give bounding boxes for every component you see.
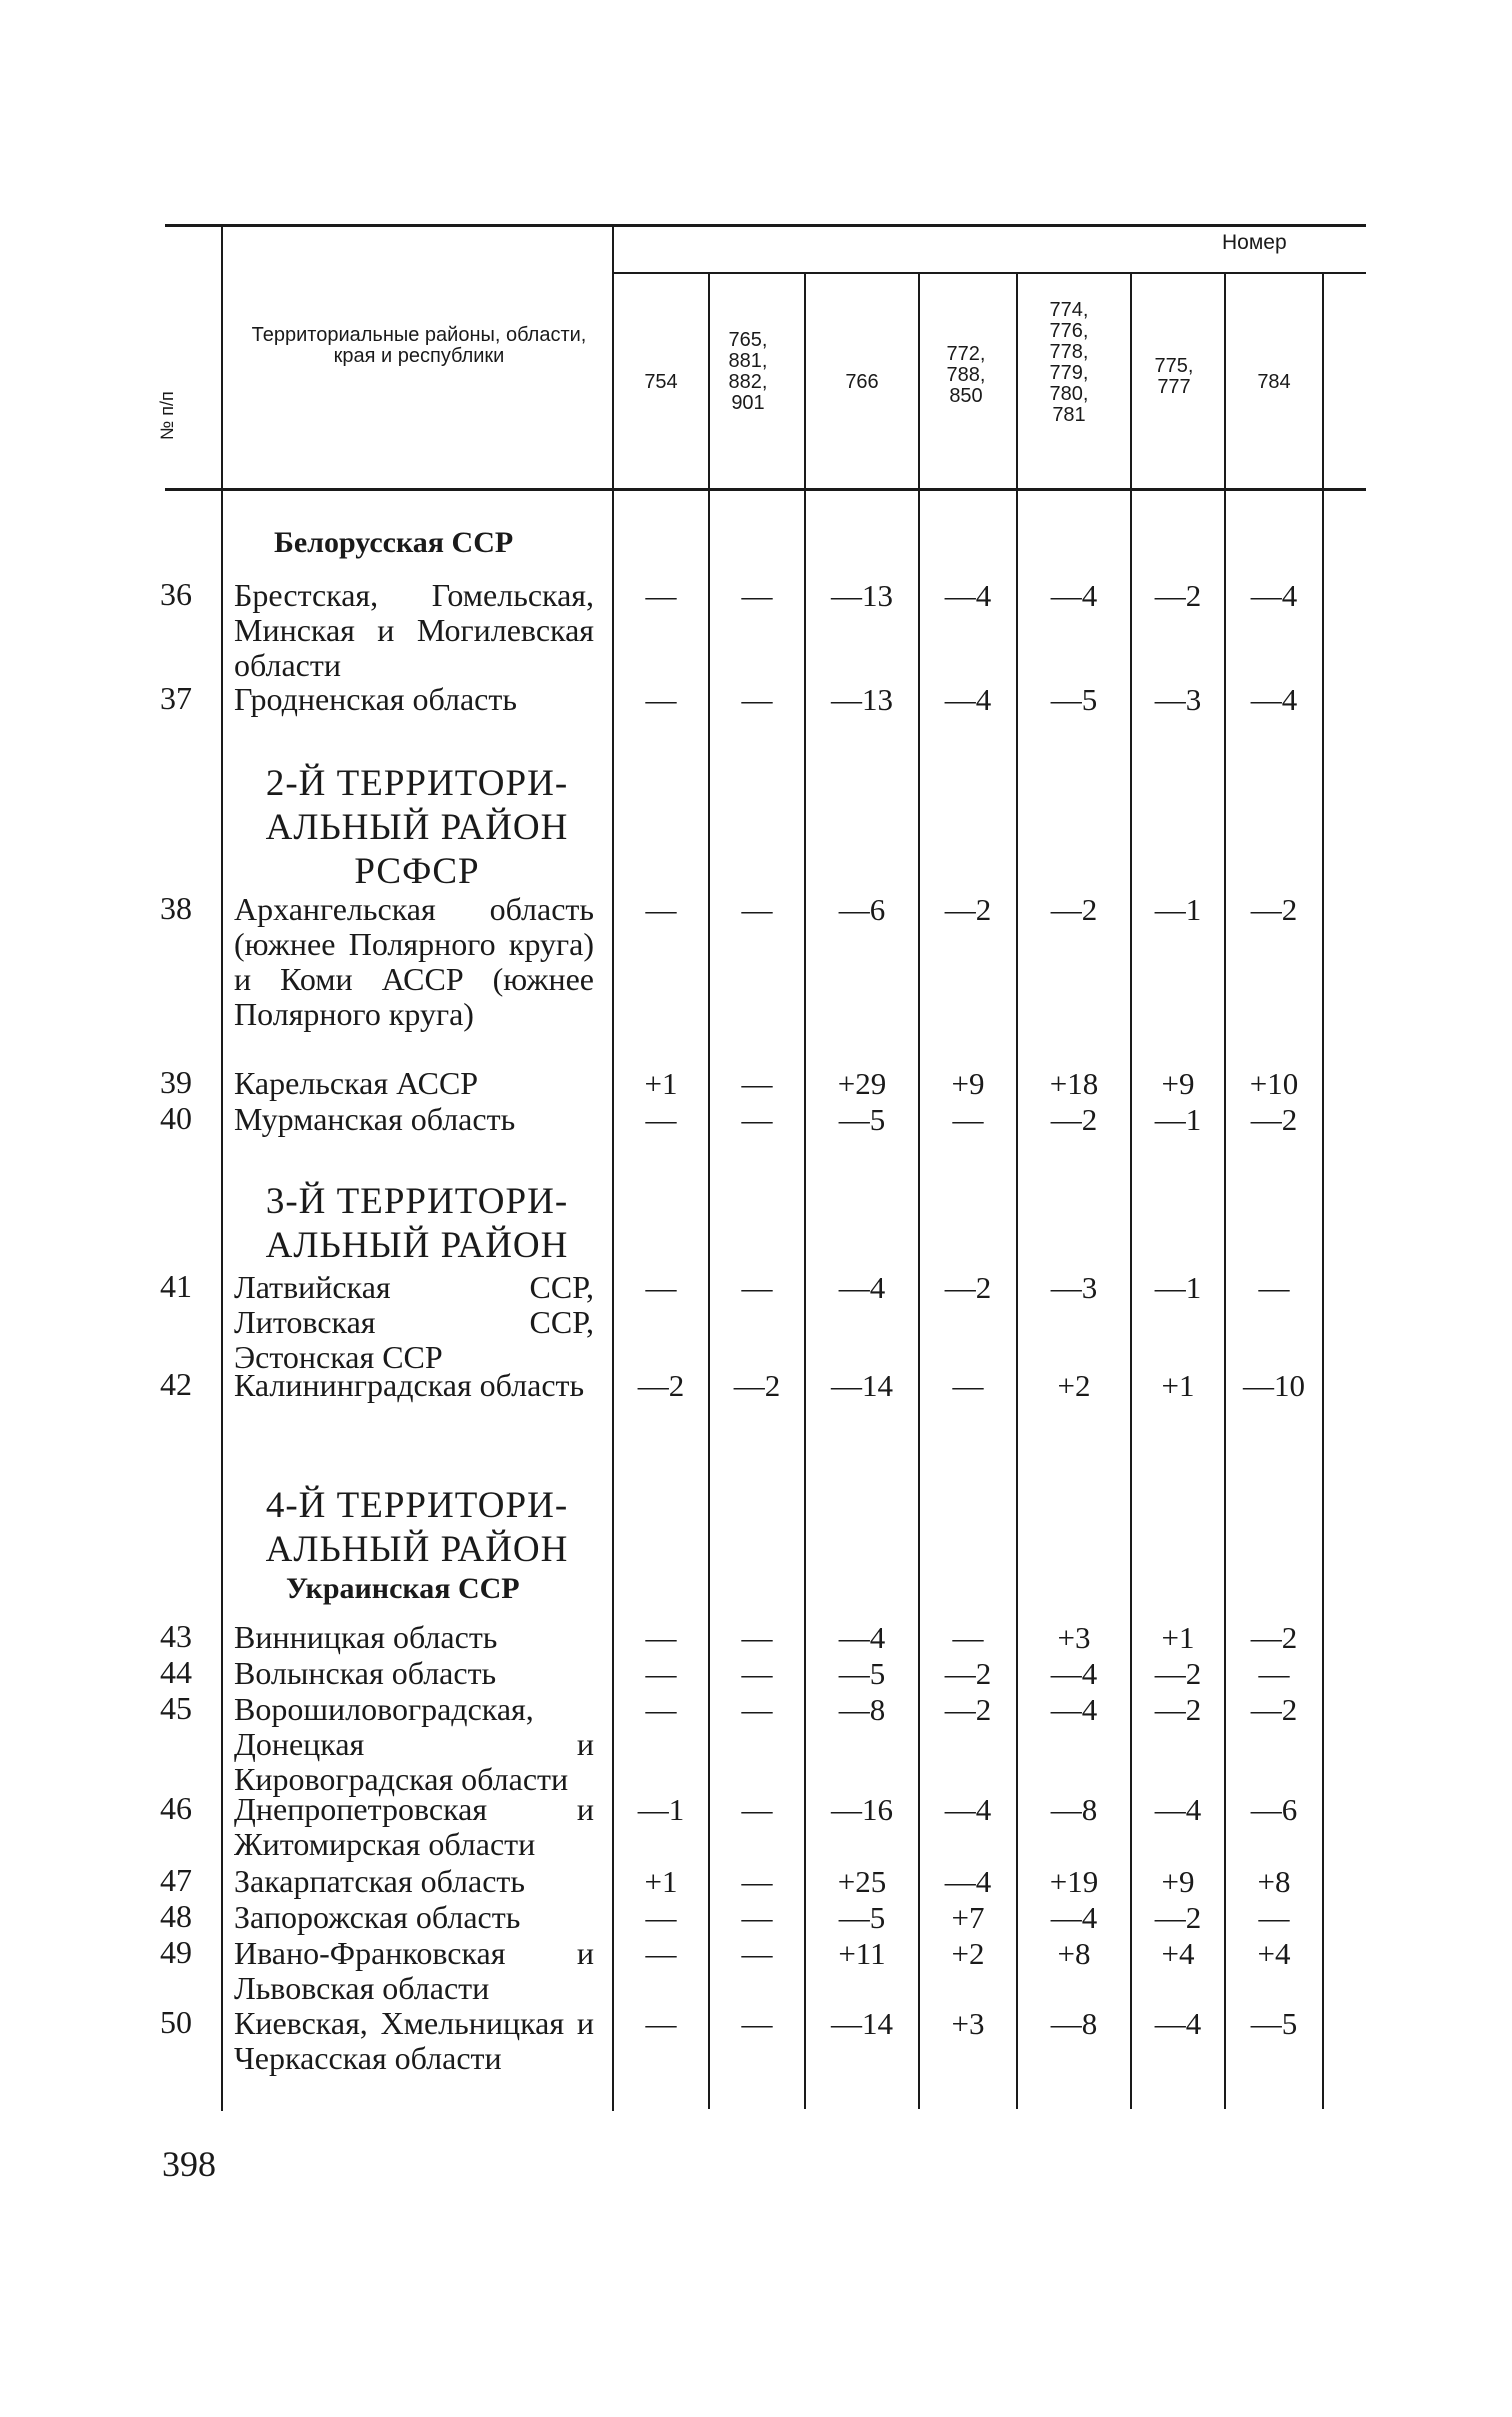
col-header-6: 775, 777	[1154, 355, 1194, 398]
col-separator	[918, 274, 920, 2109]
col-separator	[1322, 274, 1324, 2109]
col-separator	[1130, 274, 1132, 2109]
cell-value: —3	[1050, 1270, 1098, 1305]
col-separator	[1224, 274, 1226, 2109]
cell-value: —1	[1154, 1102, 1202, 1137]
cell-value: —14	[831, 1368, 893, 1403]
cell-value: —	[741, 2006, 773, 2041]
row-number: 47	[160, 1862, 192, 1898]
cell-value: +10	[1249, 1066, 1299, 1101]
cell-value: —8	[1050, 2006, 1098, 2041]
cell-value: —2	[1250, 1692, 1298, 1727]
cell-value: —4	[1154, 1792, 1202, 1827]
row-name: Мурманская область	[234, 1101, 516, 1137]
row-name: Винницкая область	[234, 1619, 498, 1655]
row-name: Латвийская ССР, Литовская ССР, Эстонская ССР	[234, 1269, 594, 1375]
cell-value: —2	[733, 1368, 781, 1403]
group-rule	[612, 272, 1366, 274]
cell-value: —5	[838, 1656, 886, 1691]
cell-value: —4	[1154, 2006, 1202, 2041]
cell-value: +29	[837, 1066, 887, 1101]
cell-value: —	[1258, 1900, 1290, 1935]
cell-value: —4	[944, 1864, 992, 1899]
row-number: 40	[160, 1100, 192, 1136]
cell-value: —2	[1250, 1620, 1298, 1655]
col-separator	[1016, 274, 1018, 2109]
row-name: Брестская, Гомельская, Минская и Могилевская области	[234, 577, 594, 683]
cell-value: —	[645, 578, 677, 613]
cell-value: +4	[1161, 1936, 1195, 1971]
col-header-1: 754	[644, 371, 678, 393]
cell-value: +19	[1049, 1864, 1099, 1899]
cell-value: —4	[1050, 578, 1098, 613]
cell-value: +1	[644, 1864, 678, 1899]
cell-value: —	[952, 1102, 984, 1137]
cell-value: —4	[1050, 1900, 1098, 1935]
col-header-3: 766	[845, 371, 879, 393]
cell-value: —4	[1050, 1692, 1098, 1727]
cell-value: —2	[1050, 1102, 1098, 1137]
cell-value: +1	[644, 1066, 678, 1101]
cell-value: +7	[951, 1900, 985, 1935]
cell-value: —	[645, 1900, 677, 1935]
cell-value: —2	[944, 1692, 992, 1727]
cell-value: —2	[1154, 1656, 1202, 1691]
cell-value: —4	[944, 578, 992, 613]
col-header-2: 765, 881, 882, 901	[728, 329, 768, 414]
cell-value: —	[952, 1620, 984, 1655]
col-separator	[612, 226, 614, 2111]
row-number: 44	[160, 1654, 192, 1690]
cell-value: +11	[838, 1936, 886, 1971]
cell-value: —16	[831, 1792, 893, 1827]
cell-value: —	[952, 1368, 984, 1403]
col-separator	[804, 274, 806, 2109]
row-number: 49	[160, 1934, 192, 1970]
cell-value: +1	[1161, 1620, 1195, 1655]
cell-value: —4	[838, 1270, 886, 1305]
cell-value: —1	[1154, 892, 1202, 927]
section-heading: 3-Й ТЕРРИТОРИ-АЛЬНЫЙ РАЙОН	[265, 1181, 569, 1266]
row-name: Днепропетровская и Житомирская области	[234, 1791, 594, 1862]
cell-value: —4	[1250, 682, 1298, 717]
cell-value: —	[645, 1692, 677, 1727]
cell-value: —	[741, 1656, 773, 1691]
cell-value: +1	[1161, 1368, 1195, 1403]
col-header-5: 774, 776, 778, 779, 780, 781	[1049, 299, 1089, 426]
row-name: Волынская область	[234, 1655, 497, 1691]
cell-value: —5	[838, 1102, 886, 1137]
cell-value: —2	[1154, 1692, 1202, 1727]
row-number: 50	[160, 2004, 192, 2040]
cell-value: —	[645, 1270, 677, 1305]
col-name-header: Территориальные районы, области, края и республики	[251, 324, 587, 367]
cell-value: +8	[1057, 1936, 1091, 1971]
cell-value: —2	[944, 1270, 992, 1305]
cell-value: —5	[1050, 682, 1098, 717]
cell-value: +3	[951, 2006, 985, 2041]
cell-value: —4	[1250, 578, 1298, 613]
cell-value: —6	[1250, 1792, 1298, 1827]
cell-value: +9	[1161, 1066, 1195, 1101]
cell-value: +4	[1257, 1936, 1291, 1971]
cell-value: —2	[1250, 1102, 1298, 1137]
cell-value: —4	[944, 682, 992, 717]
cell-value: —	[645, 1102, 677, 1137]
cell-value: —	[741, 1620, 773, 1655]
cell-value: —13	[831, 578, 893, 613]
row-name: Карельская АССР	[234, 1065, 479, 1101]
row-number: 37	[160, 680, 192, 716]
cell-value: —	[645, 1620, 677, 1655]
row-name: Киевская, Хмельницкая и Черкасская области	[234, 2005, 594, 2076]
cell-value: +3	[1057, 1620, 1091, 1655]
cell-value: —	[741, 1270, 773, 1305]
cell-value: —8	[838, 1692, 886, 1727]
cell-value: —2	[944, 892, 992, 927]
cell-value: —1	[1154, 1270, 1202, 1305]
cell-value: —	[741, 1692, 773, 1727]
cell-value: +2	[1057, 1368, 1091, 1403]
row-number: 39	[160, 1064, 192, 1100]
cell-value: +9	[1161, 1864, 1195, 1899]
cell-value: —	[741, 1900, 773, 1935]
cell-value: —	[741, 892, 773, 927]
col-header-7: 784	[1257, 371, 1291, 393]
row-name: Закарпатская область	[234, 1863, 525, 1899]
row-number: 36	[160, 576, 192, 612]
top-rule	[165, 224, 1366, 227]
cell-value: —13	[831, 682, 893, 717]
cell-value: +8	[1257, 1864, 1291, 1899]
col-header-4: 772, 788, 850	[946, 343, 986, 407]
row-number: 38	[160, 890, 192, 926]
cell-value: —5	[838, 1900, 886, 1935]
row-number: 43	[160, 1618, 192, 1654]
cell-value: —10	[1243, 1368, 1305, 1403]
row-number: 42	[160, 1366, 192, 1402]
cell-value: —5	[1250, 2006, 1298, 2041]
row-number: 46	[160, 1790, 192, 1826]
cell-value: —	[741, 1864, 773, 1899]
cell-value: —2	[1154, 578, 1202, 613]
cell-value: —	[741, 682, 773, 717]
section-subheading: Украинская ССР	[286, 1572, 520, 1605]
row-name: Ворошиловоградская, Донецкая и Кировоградская области	[234, 1691, 594, 1797]
row-name: Архангельская область (южнее Полярного круга) и Коми АССР (южнее Полярного круга)	[234, 891, 594, 1032]
cell-value: —	[645, 1936, 677, 1971]
col-separator	[708, 274, 710, 2109]
cell-value: —4	[838, 1620, 886, 1655]
cell-value: —	[645, 2006, 677, 2041]
cell-value: —8	[1050, 1792, 1098, 1827]
cell-value: —3	[1154, 682, 1202, 717]
cell-value: —	[1258, 1656, 1290, 1691]
row-name: Ивано-Франковская и Львовская области	[234, 1935, 594, 2006]
row-number: 41	[160, 1268, 192, 1304]
cell-value: —14	[831, 2006, 893, 2041]
cell-value: —4	[944, 1792, 992, 1827]
cell-value: —2	[1250, 892, 1298, 927]
cell-value: —6	[838, 892, 886, 927]
cell-value: —	[741, 1936, 773, 1971]
cell-value: —	[741, 1066, 773, 1101]
cell-value: —2	[1050, 892, 1098, 927]
cell-value: —	[741, 578, 773, 613]
cell-value: —1	[637, 1792, 685, 1827]
cell-value: —2	[1154, 1900, 1202, 1935]
header-bottom-rule	[165, 488, 1366, 491]
row-name: Калининградская область	[234, 1367, 585, 1403]
section-heading: 4-Й ТЕРРИТОРИ-АЛЬНЫЙ РАЙОН	[265, 1485, 569, 1570]
col-num-header: № п/п	[157, 391, 177, 440]
cell-value: +18	[1049, 1066, 1099, 1101]
cell-value: +25	[837, 1864, 887, 1899]
cell-value: —2	[637, 1368, 685, 1403]
cell-value: —	[645, 1656, 677, 1691]
cell-value: +9	[951, 1066, 985, 1101]
cell-value: +2	[951, 1936, 985, 1971]
section-heading: Белорусская ССР	[274, 526, 514, 559]
row-number: 48	[160, 1898, 192, 1934]
cell-value: —	[741, 1792, 773, 1827]
cell-value: —	[645, 892, 677, 927]
group-header: Номер	[1222, 231, 1287, 254]
cell-value: —2	[944, 1656, 992, 1691]
cell-value: —	[645, 682, 677, 717]
cell-value: —4	[1050, 1656, 1098, 1691]
col-separator	[221, 226, 223, 2111]
row-name: Гродненская область	[234, 681, 517, 717]
cell-value: —	[1258, 1270, 1290, 1305]
page-number: 398	[162, 2144, 216, 2184]
row-number: 45	[160, 1690, 192, 1726]
cell-value: —	[741, 1102, 773, 1137]
section-heading: 2-Й ТЕРРИТОРИ-АЛЬНЫЙ РАЙОН РСФСР	[265, 763, 569, 892]
row-name: Запорожская область	[234, 1899, 521, 1935]
